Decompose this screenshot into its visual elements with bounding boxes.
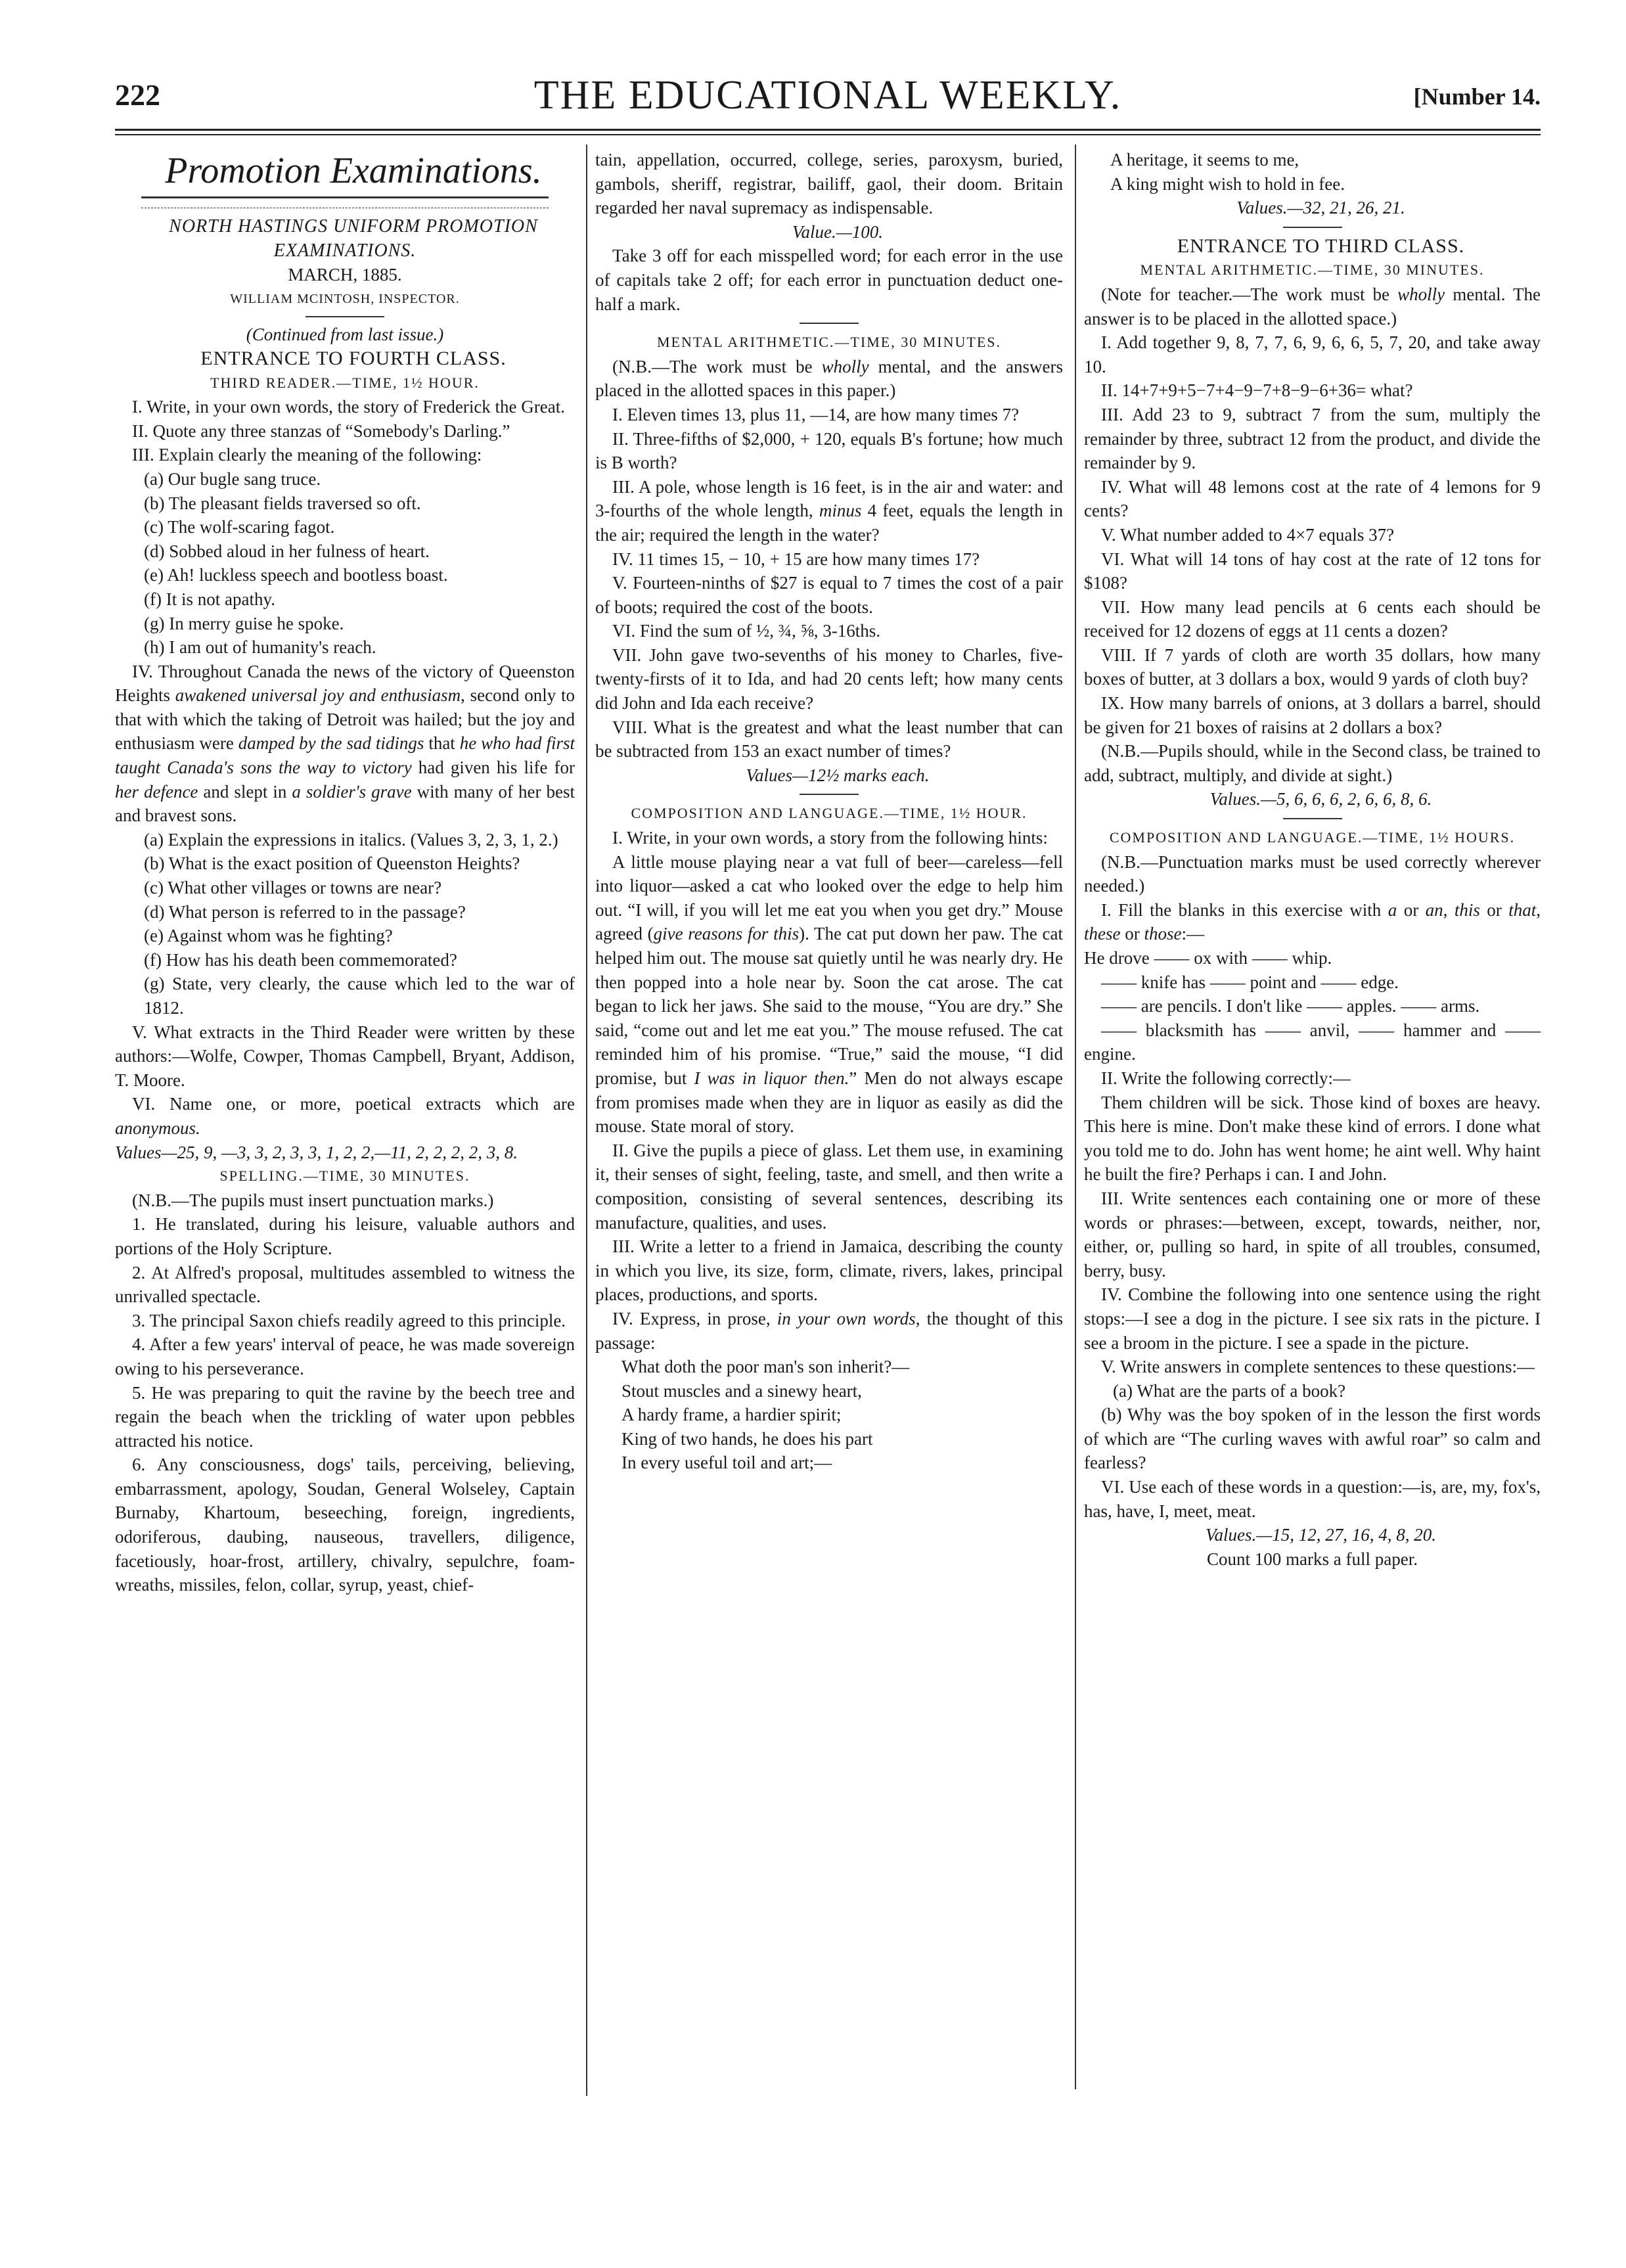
column-2: [595, 148, 1063, 1475]
question-5: V. What extracts in the Third Reader were written by these authors:—Wolfe, Cowper, Thomas Campbell, Bryant, Addison, T. Moore.: [115, 1022, 575, 1090]
third-arithmetic-7: VII. How many lead pencils at 6 cents each should be received for 12 dozens of eggs at 11 cents a dozen?: [1084, 597, 1541, 641]
question-4g: (g) State, very clearly, the cause which led to the war of 1812.: [144, 974, 575, 1018]
third-arithmetic-6: VI. What will 14 tons of hay cost at the rate of 12 tons for $108?: [1084, 549, 1541, 593]
blank-exercise-line: He drove —— ox with —— whip.: [1084, 948, 1332, 968]
pupils-note: (N.B.—Pupils should, while in the Second class, be trained to add, subtract, multiply, and divide at sight.): [1084, 741, 1541, 785]
question-4a: (a) Explain the expressions in italics. (Values 3, 2, 3, 1, 2.): [144, 829, 558, 850]
values-third-arithmetic: Values.—5, 6, 6, 6, 2, 6, 6, 8, 6.: [1209, 789, 1432, 809]
column-3: [1084, 148, 1541, 1571]
question-3e: (e) Ah! luckless speech and bootless boast.: [144, 565, 448, 585]
spelling-6-continued: tain, appellation, occurred, college, series, paroxysm, buried, gambols, sheriff, registrar, bailiff, gaol, their doom. Britain regarded her naval supremacy as indispensable.: [595, 150, 1063, 218]
question-3d: (d) Sobbed aloud in her fulness of heart.: [144, 541, 430, 561]
question-3b: (b) The pleasant fields traversed so oft.: [144, 493, 421, 513]
composition-2: II. Give the pupils a piece of glass. Let them use, in examining it, their senses of sight, feeling, taste, and smell, and then write a composition, consisting of several sentences, describing its manufacture, qualities, and uses.: [595, 1140, 1063, 1233]
language-5b: (b) Why was the boy spoken of in the lesson the first words of which are “The curling waves with awful roar” so calm and fearless?: [1084, 1405, 1541, 1473]
question-3f: (f) It is not apathy.: [144, 589, 275, 609]
verse-line: What doth the poor man's son inherit?—: [621, 1357, 910, 1377]
third-arithmetic-1: I. Add together 9, 8, 7, 7, 6, 9, 6, 6, 5, 7, 20, and take away 10.: [1084, 332, 1541, 376]
class-heading-third: ENTRANCE TO THIRD CLASS.: [1177, 235, 1465, 257]
third-arithmetic-8: VIII. If 7 yards of cloth are worth 35 dollars, how many boxes of butter, at 3 dollars a box, would 9 yards of cloth buy?: [1084, 645, 1541, 689]
exam-date: MARCH, 1885.: [288, 265, 402, 285]
subject-heading-arithmetic-third: MENTAL ARITHMETIC.—TIME, 30 MINUTES.: [1140, 261, 1485, 279]
subject-heading-spelling: SPELLING.—TIME, 30 MINUTES.: [219, 1168, 470, 1185]
arithmetic-note: (N.B.—The work must be wholly mental, and the answers placed in the allotted spaces in this paper.): [595, 356, 1063, 401]
spelling-5: 5. He was preparing to quit the ravine by the beech tree and regain the beach when the trickling of water upon pebbles attracted his notice.: [115, 1382, 575, 1451]
class-heading-fourth: ENTRANCE TO FOURTH CLASS.: [200, 347, 507, 369]
section-rule: [1283, 227, 1342, 228]
language-2-text: Them children will be sick. Those kind of boxes are heavy. This here is mine. Don't make these kind of errors. I done what you told me to do. John has went home; he aint well. Why haint he built the fire? Perhaps i can. I and John.: [1084, 1092, 1541, 1185]
arithmetic-2: II. Three-fifths of $2,000, + 120, equals B's fortune; how much is B worth?: [595, 428, 1063, 473]
arithmetic-3: III. A pole, whose length is 16 feet, is in the air and water: and 3-fourths of the whole length, minus 4 feet, equals the length in the air; required the length in the water?: [595, 476, 1063, 545]
values-third-composition: Values.—15, 12, 27, 16, 4, 8, 20.: [1206, 1525, 1436, 1545]
spelling-1: 1. He translated, during his leisure, valuable authors and portions of the Holy Scripture.: [115, 1214, 575, 1258]
question-6: VI. Name one, or more, poetical extracts which are anonymous.: [115, 1094, 575, 1138]
arithmetic-6: VI. Find the sum of ½, ¾, ⅝, 3-16ths.: [612, 621, 880, 641]
composition-story: A little mouse playing near a vat full of beer—careless—fell into liquor—asked a cat who looked over the edge to help him out. “I will, if you will let me eat you when you get dry.” Mouse agreed (give reasons for this). The cat put down her paw. The cat helped him out. The mouse sat quietly until he was nearly dry. He then popped into a hole near by. Soon the cat arose. The cat began to lick her jaws. She said to the mouse, “You are dry.” She said, “come out and let me eat you.” The mouse refused. The cat reminded him of his promise. “True,” said the mouse, “I did promise, but I was in liquor then.” Men do not always escape from promises made when they are in liquor as easily as did the mouse. State moral of story.: [595, 851, 1063, 1137]
exam-title: NORTH HASTINGS UNIFORM PROMOTION EXAMINATIONS.: [169, 216, 538, 261]
section-title: Promotion Examinations.: [165, 150, 542, 191]
verse-line: Stout muscles and a sinewy heart,: [621, 1380, 862, 1401]
question-4d: (d) What person is referred to in the passage?: [144, 901, 466, 922]
blank-exercise-line: —— are pencils. I don't like —— apples. —— arms.: [1101, 996, 1480, 1016]
question-4: IV. Throughout Canada the news of the victory of Queenston Heights awakened universal joy and enthusiasm, second only to that with which the taking of Detroit was hailed; but the joy and enthusiasm were damped by the sad tidings that he who had first taught Canada's sons the way to victory had given his life for her defence and slept in a soldier's grave with many of her best and bravest sons.: [115, 661, 576, 826]
column-1: [115, 148, 575, 1597]
third-arithmetic-5: V. What number added to 4×7 equals 37?: [1101, 524, 1395, 545]
section-rule: [1283, 818, 1342, 819]
language-5: V. Write answers in complete sentences to these questions:—: [1101, 1357, 1535, 1377]
composition-4: IV. Express, in prose, in your own words, the thought of this passage:: [595, 1308, 1063, 1353]
composition-1: I. Write, in your own words, a story from the following hints:: [612, 828, 1048, 848]
question-4e: (e) Against whom was he fighting?: [144, 926, 393, 946]
language-4: IV. Combine the following into one sentence using the right stops:—I see a dog in the picture. I see six rats in the picture. I see a broom in the picture. I see a spade in the picture.: [1084, 1284, 1541, 1353]
third-arithmetic-2: II. 14+7+9+5−7+4−9−7+8−9−6+36= what?: [1101, 380, 1413, 401]
subject-heading-composition-third: COMPOSITION AND LANGUAGE.—TIME, 1½ HOURS.: [1109, 829, 1516, 846]
question-3g: (g) In merry guise he spoke.: [144, 613, 344, 633]
question-2: II. Quote any three stanzas of “Somebody's Darling.”: [132, 420, 510, 441]
question-4b: (b) What is the exact position of Queenston Heights?: [144, 853, 520, 874]
question-3: III. Explain clearly the meaning of the following:: [132, 445, 482, 465]
question-1: I. Write, in your own words, the story of Frederick the Great.: [132, 397, 565, 417]
page-number: 222: [115, 78, 160, 112]
values-composition: Values.—32, 21, 26, 21.: [1236, 198, 1405, 218]
arithmetic-7: VII. John gave two-sevenths of his money to Charles, five-twenty-firsts of it to Ida, and had 20 cents left; how many cents did John and Ida each receive?: [595, 645, 1063, 714]
section-rule: [800, 323, 859, 324]
header-rule-double: [115, 134, 1541, 135]
language-3: III. Write sentences each containing one or more of these words or phrases:—between, except, towards, neither, nor, either, or, pulling so hard, in spite of all troubles, consumed, berry, busy.: [1084, 1188, 1541, 1281]
spelling-note: (N.B.—The pupils must insert punctuation marks.): [132, 1190, 494, 1210]
blank-exercise-line: —— knife has —— point and —— edge.: [1101, 972, 1399, 992]
values-arithmetic: Values—12½ marks each.: [746, 765, 930, 785]
column-divider-2: [1075, 145, 1076, 2089]
values-reader: Values—25, 9, —3, 3, 2, 3, 3, 1, 2, 2,—11, 2, 2, 2, 2, 3, 8.: [115, 1142, 518, 1162]
composition-3: III. Write a letter to a friend in Jamaica, describing the county in which you live, its size, form, climate, rivers, lakes, principal places, productions, and sports.: [595, 1236, 1063, 1305]
page-header: [115, 72, 1541, 125]
question-3c: (c) The wolf-scaring fagot.: [144, 517, 335, 537]
verse-line: King of two hands, he does his part: [621, 1428, 873, 1449]
question-3h: (h) I am out of humanity's reach.: [144, 637, 376, 658]
arithmetic-8: VIII. What is the greatest and what the least number that can be subtracted from 153 an exact number of times?: [595, 717, 1063, 761]
spelling-3: 3. The principal Saxon chiefs readily agreed to this principle.: [132, 1310, 566, 1330]
spelling-2: 2. At Alfred's proposal, multitudes assembled to witness the unrivalled spectacle.: [115, 1262, 575, 1307]
teacher-note: (Note for teacher.—The work must be wholly mental. The answer is to be placed in the allotted space.): [1084, 284, 1541, 329]
spelling-4: 4. After a few years' interval of peace, he was made sovereign owing to his perseverance.: [115, 1334, 575, 1378]
inspector-line: WILLIAM MCINTOSH, INSPECTOR.: [230, 291, 460, 306]
language-5a: (a) What are the parts of a book?: [1113, 1380, 1346, 1401]
language-1: I. Fill the blanks in this exercise with a or an, this or that, these or those:—: [1084, 899, 1541, 944]
subject-heading-reader: THIRD READER.—TIME, 1½ HOUR.: [210, 374, 480, 391]
question-3a: (a) Our bugle sang truce.: [144, 468, 321, 489]
journal-title: THE EDUCATIONAL WEEKLY.: [533, 73, 1122, 118]
deduction-note: Take 3 off for each misspelled word; for each error in the use of capitals take 2 off; for each error in punctuation deduct one-half a mark.: [595, 246, 1063, 314]
subject-heading-composition: COMPOSITION AND LANGUAGE.—TIME, 1½ HOUR.: [631, 805, 1028, 822]
marks-count-note: Count 100 marks a full paper.: [1207, 1549, 1418, 1569]
section-rule: [800, 794, 859, 795]
continued-note: (Continued from last issue.): [246, 325, 444, 345]
question-4f: (f) How has his death been commemorated?: [144, 949, 457, 970]
issue-number: [Number 14.: [1413, 83, 1541, 110]
language-2: II. Write the following correctly:—: [1101, 1068, 1351, 1088]
header-rule: [115, 129, 1541, 131]
subject-heading-arithmetic: MENTAL ARITHMETIC.—TIME, 30 MINUTES.: [656, 334, 1002, 351]
value-spelling: Value.—100.: [792, 221, 883, 242]
blank-exercise-line: —— blacksmith has —— anvil, —— hammer and —— engine.: [1084, 1020, 1541, 1064]
third-arithmetic-3: III. Add 23 to 9, subtract 7 from the sum, multiply the remainder by three, subtract 12 from the product, and divide the remainder by 9.: [1084, 404, 1541, 473]
punctuation-note: (N.B.—Punctuation marks must be used correctly wherever needed.): [1084, 851, 1541, 896]
language-6: VI. Use each of these words in a question:—is, are, my, fox's, has, have, I, meet, meat.: [1084, 1477, 1541, 1521]
arithmetic-4: IV. 11 times 15, − 10, + 15 are how many times 17?: [612, 549, 980, 569]
arithmetic-1: I. Eleven times 13, plus 11, —14, are how many times 7?: [612, 404, 1020, 424]
arithmetic-5: V. Fourteen-ninths of $27 is equal to 7 times the cost of a pair of boots; required the cost of the boots.: [595, 573, 1063, 617]
verse-line: In every useful toil and art;—: [621, 1453, 832, 1473]
ornamental-rule: [141, 196, 549, 208]
third-arithmetic-9: IX. How many barrels of onions, at 3 dollars a barrel, should be given for 21 boxes of raisins at 2 dollars a box?: [1084, 693, 1541, 737]
verse-line: A hardy frame, a hardier spirit;: [621, 1405, 842, 1425]
spelling-6: 6. Any consciousness, dogs' tails, perceiving, believing, embarrassment, apology, Soudan, General Wolseley, Captain Burnaby, Khartoum, beseeching, foreign, ingredients, odoriferous, daubing, nauseous, travellers, diligence, facetiously, hoar-frost, artillery, chivalry, sepulchre, foam-wreaths, missiles, felon, collar, syrup, yeast, chief-: [115, 1455, 575, 1595]
column-divider-1: [586, 145, 587, 2096]
question-4c: (c) What other villages or towns are near?: [144, 878, 442, 898]
third-arithmetic-4: IV. What will 48 lemons cost at the rate of 4 lemons for 9 cents?: [1084, 476, 1541, 521]
verse-line: A heritage, it seems to me,: [1110, 150, 1299, 170]
verse-line: A king might wish to hold in fee.: [1110, 173, 1345, 194]
short-rule: [305, 316, 384, 317]
